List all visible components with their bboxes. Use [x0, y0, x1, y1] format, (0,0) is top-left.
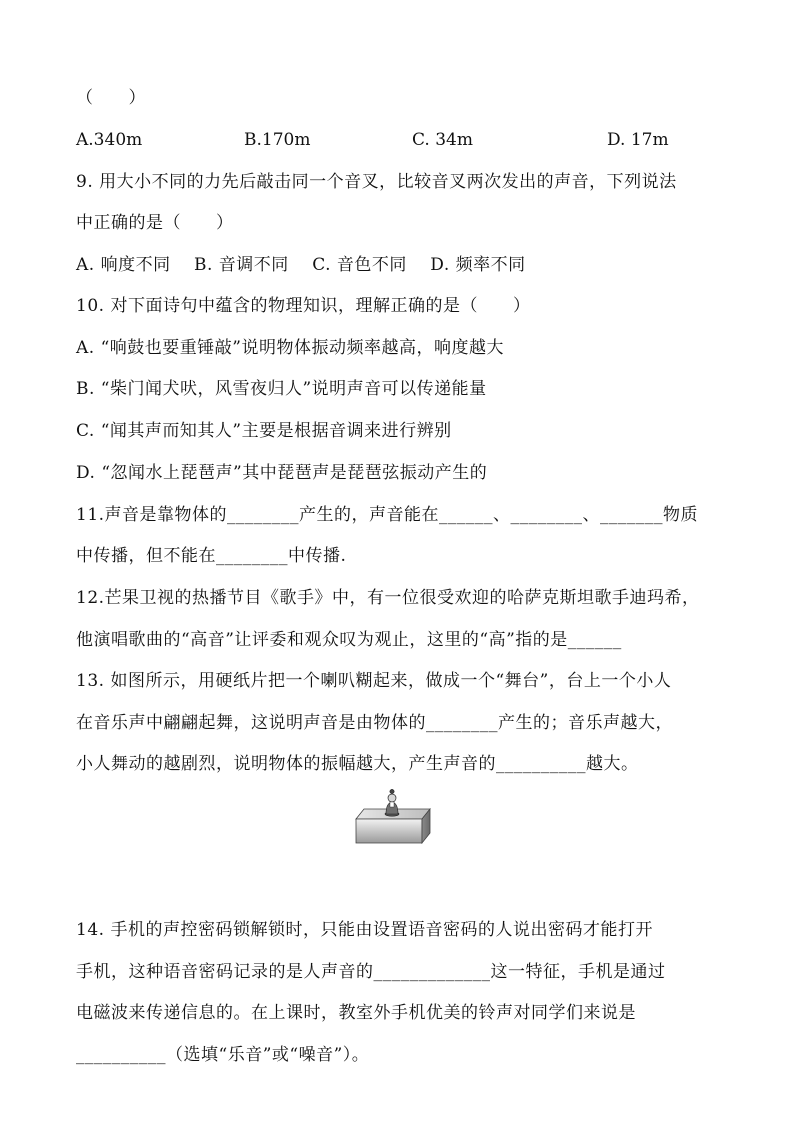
q10-option-c: C. “闻其声而知其人”主要是根据音调来进行辨别 [76, 421, 452, 441]
q12-line-1: 12.芒果卫视的热播节目《歌手》中，有一位很受欢迎的哈萨克斯坦歌手迪玛希， [76, 588, 700, 608]
q13-line-1: 13. 如图所示，用硬纸片把一个喇叭糊起来，做成一个“舞台”，台上一个小人 [76, 671, 672, 691]
q14-line-1: 14. 手机的声控密码锁解锁时，只能由设置语音密码的人说出密码才能打开 [76, 920, 653, 940]
q10-option-b: B. “柴门闻犬吠，风雪夜归人”说明声音可以传递能量 [76, 379, 487, 399]
q8-option-b: B.170m [244, 130, 311, 150]
q13-line-2: 在音乐声中翩翩起舞，这说明声音是由物体的________产生的；音乐声越大， [76, 713, 673, 733]
q11-line-2: 中传播，但不能在________中传播. [76, 546, 347, 566]
q10-stem: 10. 对下面诗句中蕴含的物理知识，理解正确的是（ ） [76, 296, 531, 316]
q14-line-4: __________（选填“乐音”或“噪音”）。 [76, 1045, 370, 1065]
q13-line-3: 小人舞动的越剧烈，说明物体的振幅越大，产生声音的__________越大。 [76, 754, 639, 774]
q10-option-d: D. “忽闻水上琵琶声”其中琵琶声是琵琶弦振动产生的 [76, 463, 488, 483]
q8-option-c: C. 34m [412, 130, 473, 150]
q9-line-1: 9. 用大小不同的力先后敲击同一个音叉，比较音叉两次发出的声音，下列说法 [76, 172, 677, 192]
q14-line-2: 手机，这种语音密码记录的是人声音的_____________这一特征，手机是通过 [76, 962, 666, 982]
q14-line-3: 电磁波来传递信息的。在上课时，教室外手机优美的铃声对同学们来说是 [76, 1003, 636, 1023]
q12-line-2: 他演唱歌曲的“高音”让评委和观众叹为观止，这里的“高”指的是______ [76, 630, 622, 650]
q8-paren: （ ） [76, 88, 146, 108]
q8-option-a: A.340m [76, 130, 143, 150]
q8-option-d: D. 17m [607, 130, 669, 150]
q11-line-1: 11.声音是靠物体的________产生的，声音能在______、________、_______物质 [76, 505, 699, 525]
q10-option-a: A. “响鼓也要重锤敲”说明物体振动频率越高，响度越大 [76, 338, 504, 358]
stage-figure [352, 785, 436, 847]
q9-options: A. 响度不同 B. 音调不同 C. 音色不同 D. 频率不同 [76, 255, 526, 275]
q9-line-2: 中正确的是（ ） [76, 213, 234, 233]
